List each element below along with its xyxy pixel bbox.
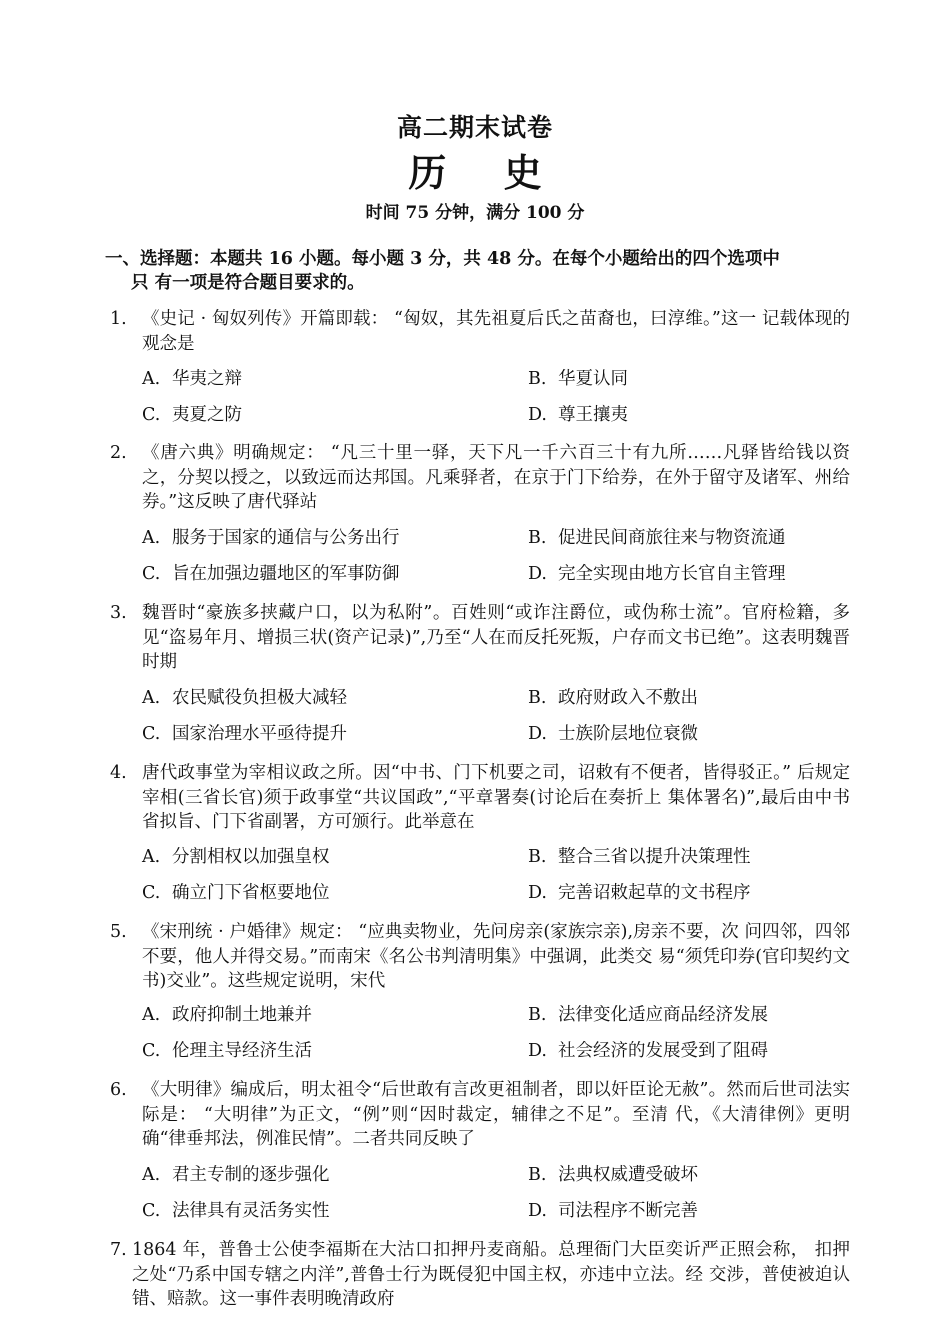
option-text: 农民赋役负担极大减轻 <box>172 688 347 708</box>
option-letter: D. <box>528 1041 547 1061</box>
option-text: 旨在加强边疆地区的军事防御 <box>172 564 400 584</box>
question-stem: 《唐六典》明确规定： “凡三十里一驿，天下凡一千六百三十有九所……凡驿皆给钱以资之，分契以授之，以致远而达邦国。凡乘驿者，在京于门下给券，在外于留守及诸军、州给券。”这反映了唐代驿站 <box>142 443 850 512</box>
option-letter: A. <box>142 847 161 867</box>
option-text: 法典权威遭受破坏 <box>558 1165 698 1185</box>
question-6 <box>110 1078 850 1152</box>
option-text: 服务于国家的通信与公务出行 <box>172 528 400 548</box>
option-text: 华夏认同 <box>558 369 628 389</box>
question-stem: 《史记 · 匈奴列传》开篇即载： “匈奴，其先祖夏后氏之苗裔也，曰淳维。”这一 记载体现的观念是 <box>142 309 850 354</box>
question-stem: 《大明律》编成后，明太祖令“后世敢有言改更祖制者，即以奸臣论无赦”。然而后世司法实际是： “大明律”为正文，“例”则“因时裁定，辅律之不足”。至清 代，《大清律例》更明确“律垂邦法，例准民情”。二者共同反映了 <box>142 1080 850 1149</box>
option-d <box>528 1039 768 1063</box>
option-letter: B. <box>528 1165 547 1185</box>
option-text: 尊王攘夷 <box>558 405 628 425</box>
option-text: 法律具有灵活务实性 <box>172 1201 330 1221</box>
option-text: 国家治理水平亟待提升 <box>172 724 347 744</box>
option-d <box>528 881 751 905</box>
option-letter: D. <box>528 724 547 744</box>
option-text: 确立门下省枢要地位 <box>172 883 330 903</box>
option-b <box>528 367 628 391</box>
option-letter: B. <box>528 847 547 867</box>
option-text: 君主专制的逐步强化 <box>172 1165 330 1185</box>
option-text: 夷夏之防 <box>172 405 242 425</box>
option-d <box>528 562 786 586</box>
option-text: 伦理主导经济生活 <box>172 1041 312 1061</box>
option-letter: C. <box>142 1041 161 1061</box>
question-7 <box>110 1238 850 1312</box>
section-header-line2: 只 有一项是符合题目要求的。 <box>131 273 365 293</box>
question-number: 6. <box>110 1080 127 1100</box>
option-letter: B. <box>528 369 547 389</box>
option-text: 完全实现由地方长官自主管理 <box>558 564 786 584</box>
option-letter: D. <box>528 1201 547 1221</box>
question-1 <box>110 307 850 356</box>
option-letter: D. <box>528 564 547 584</box>
option-text: 华夷之辩 <box>172 369 242 389</box>
question-number: 1. <box>110 309 127 329</box>
option-letter: C. <box>142 564 161 584</box>
option-text: 政府财政入不敷出 <box>558 688 698 708</box>
option-letter: D. <box>528 883 547 903</box>
option-letter: A. <box>142 1005 161 1025</box>
section-header-line1: 一、选择题：本题共 16 小题。每小题 3 分，共 48 分。在每个小题给出的四个选项中 <box>105 249 780 269</box>
option-letter: A. <box>142 688 161 708</box>
option-c <box>142 562 400 586</box>
option-d <box>528 1199 698 1223</box>
option-text: 政府抑制土地兼并 <box>172 1005 312 1025</box>
option-a <box>142 1003 312 1027</box>
option-b <box>528 1163 698 1187</box>
option-letter: B. <box>528 1005 547 1025</box>
option-letter: B. <box>528 528 547 548</box>
option-letter: C. <box>142 405 161 425</box>
option-a <box>142 845 330 869</box>
option-d <box>528 403 628 427</box>
question-number: 4. <box>110 763 127 783</box>
question-stem: 魏晋时“豪族多挟藏户口，以为私附”。百姓则“或诈注爵位，或伪称士流”。官府检籍，多见“盗易年月、增损三状(资产记录)”,乃至“人在而反托死叛，户存而文书已绝”。这表明魏晋时期 <box>142 603 850 672</box>
question-4 <box>110 761 850 835</box>
option-text: 司法程序不断完善 <box>558 1201 698 1221</box>
option-c <box>142 403 242 427</box>
option-d <box>528 722 698 746</box>
exam-title: 高二期末试卷 <box>396 113 553 142</box>
exam-info: 时间 75 分钟，满分 100 分 <box>365 203 585 223</box>
option-text: 完善诏敕起草的文书程序 <box>558 883 751 903</box>
option-letter: A. <box>142 528 161 548</box>
question-number: 2. <box>110 443 127 463</box>
question-stem: 唐代政事堂为宰相议政之所。因“中书、门下机要之司，诏敕有不便者，皆得驳正。” 后规定宰相(三省长官)须于政事堂“共议国政”,“平章署奏(讨论后在奏折上 集体署名)”,最后由中书省拟旨、门下省副署，方可颁行。此举意在 <box>142 763 850 832</box>
option-letter: A. <box>142 1165 161 1185</box>
question-2 <box>110 441 850 515</box>
section-header <box>105 247 845 295</box>
option-c <box>142 722 347 746</box>
option-letter: C. <box>142 1201 161 1221</box>
question-stem: 1864 年，普鲁士公使李福斯在大沽口扣押丹麦商船。总理衙门大臣奕䜣严正照会称， 扣押之处“乃系中国专辖之内洋”,普鲁士行为既侵犯中国主权，亦违中立法。经 交涉，普使被迫认错、赔款。这一事件表明晚清政府 <box>132 1240 850 1309</box>
option-a <box>142 367 242 391</box>
option-text: 促进民间商旅往来与物资流通 <box>558 528 786 548</box>
option-text: 整合三省以提升决策理性 <box>558 847 751 867</box>
option-letter: A. <box>142 369 161 389</box>
option-b <box>528 845 751 869</box>
question-5 <box>110 920 850 994</box>
option-b <box>528 686 698 710</box>
question-number: 7. <box>110 1240 127 1260</box>
option-b <box>528 526 786 550</box>
option-text: 士族阶层地位衰微 <box>558 724 698 744</box>
question-stem: 《宋刑统 · 户婚律》规定： “应典卖物业，先问房亲(家族宗亲),房亲不要，次 问四邻，四邻不要，他人并得交易。”而南宋《名公书判清明集》中强调，此类交 易“须凭印券(官印契约文书)交业”。这些规定说明，宋代 <box>142 922 850 991</box>
subject-title: 历 史 <box>408 150 564 195</box>
option-a <box>142 686 347 710</box>
option-c <box>142 1199 330 1223</box>
option-c <box>142 1039 312 1063</box>
option-c <box>142 881 330 905</box>
question-number: 3. <box>110 603 127 623</box>
question-3 <box>110 601 850 675</box>
option-letter: C. <box>142 724 161 744</box>
option-text: 社会经济的发展受到了阻碍 <box>558 1041 768 1061</box>
option-letter: B. <box>528 688 547 708</box>
option-letter: D. <box>528 405 547 425</box>
option-a <box>142 526 400 550</box>
option-b <box>528 1003 768 1027</box>
option-letter: C. <box>142 883 161 903</box>
option-a <box>142 1163 330 1187</box>
option-text: 分割相权以加强皇权 <box>172 847 330 867</box>
option-text: 法律变化适应商品经济发展 <box>558 1005 768 1025</box>
question-number: 5. <box>110 922 127 942</box>
